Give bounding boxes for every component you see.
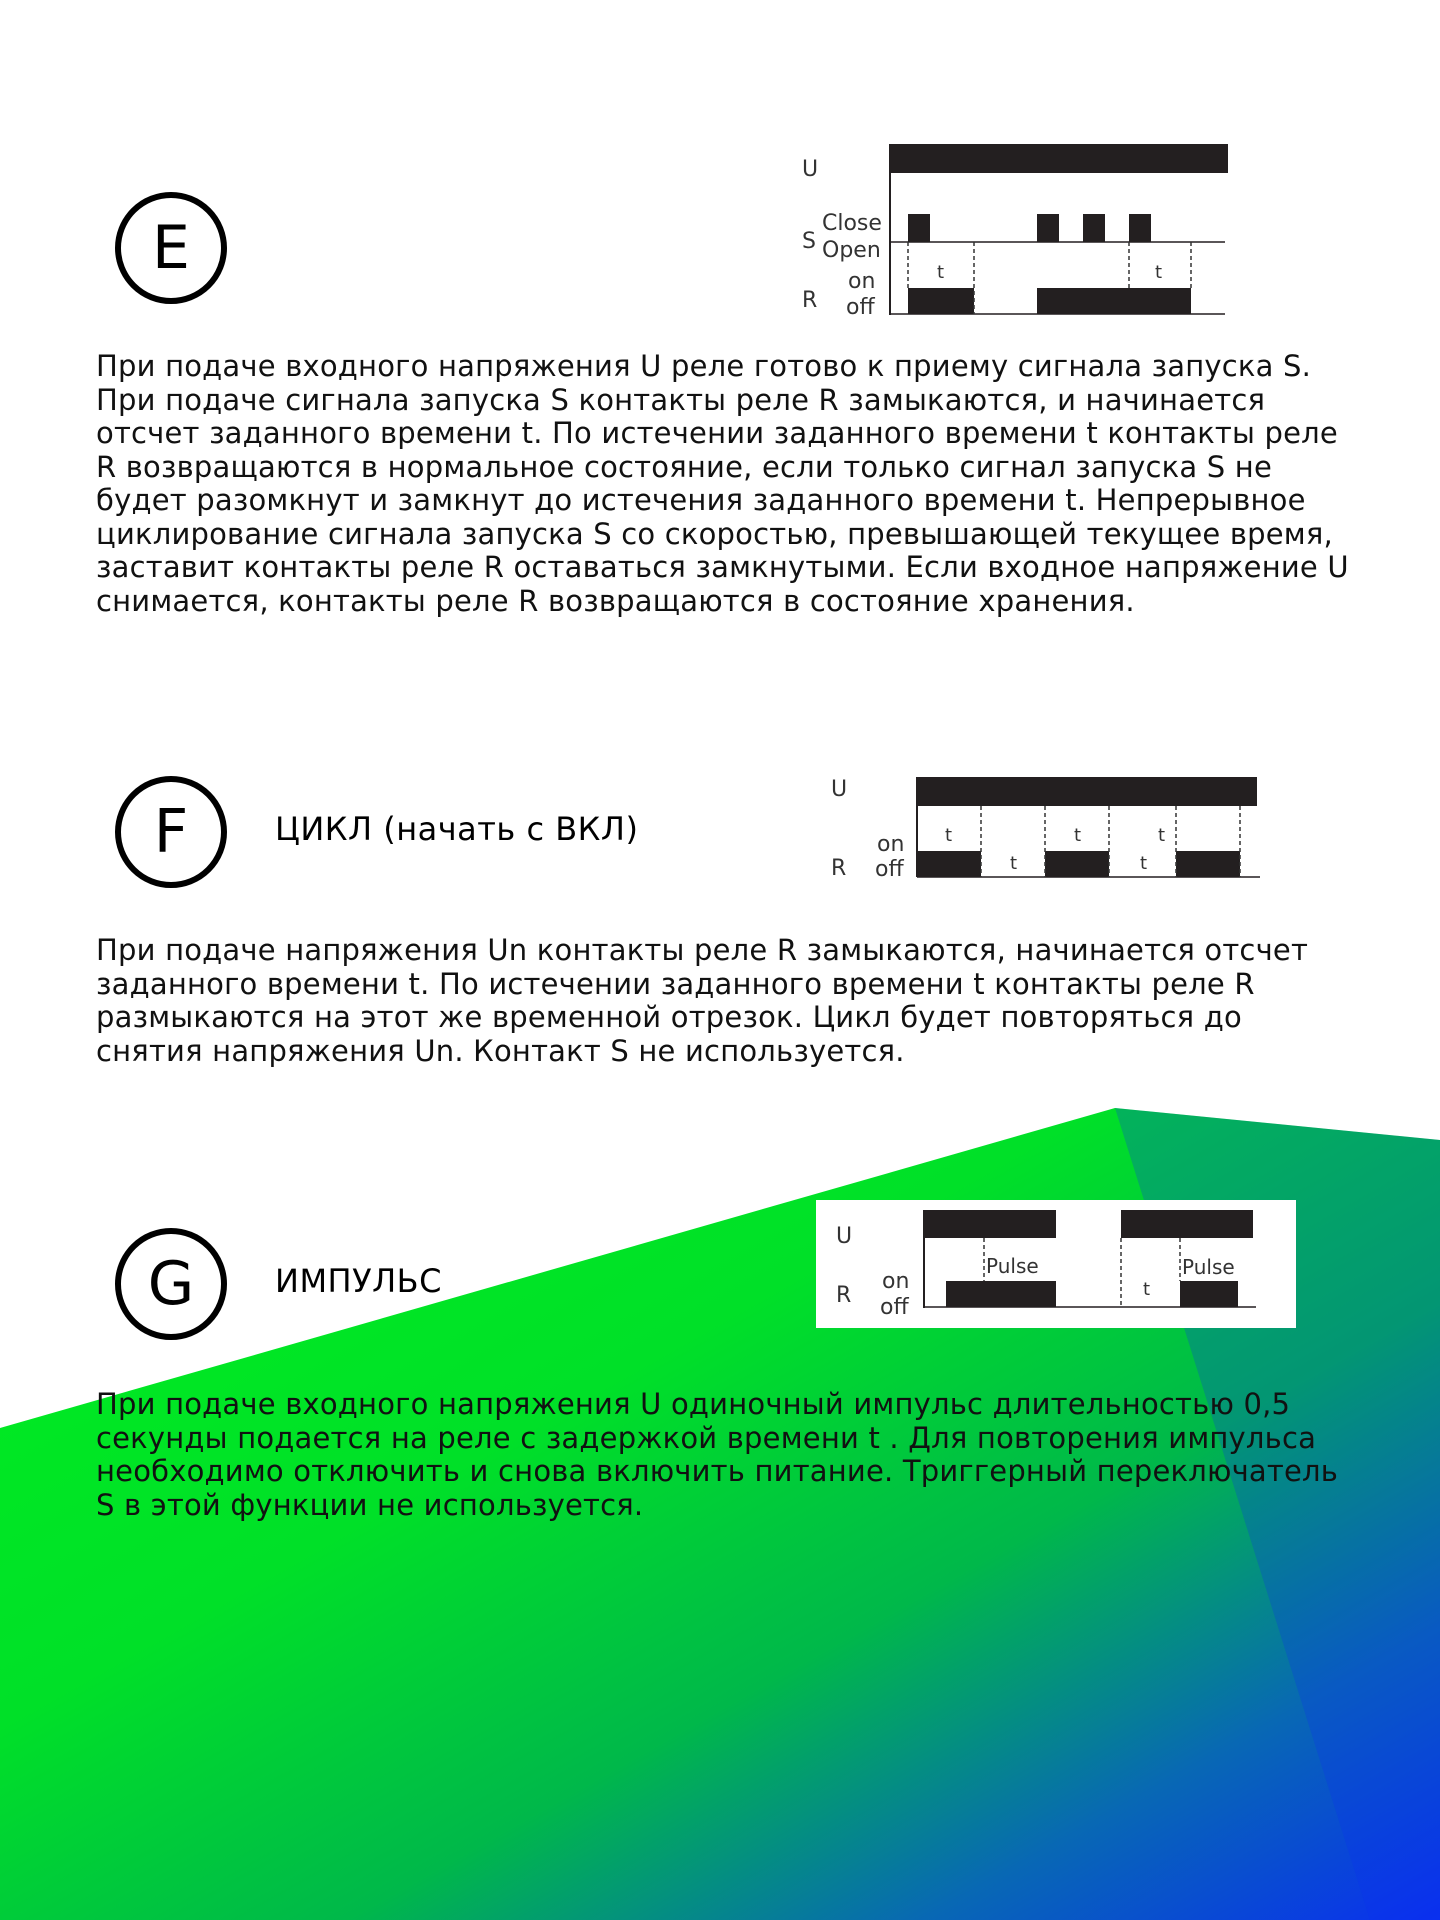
diagram-off-label: off [875, 857, 904, 882]
diagram-on-label: on [877, 832, 905, 857]
mode-f-badge: F [115, 776, 227, 888]
diagram-t-label: t [945, 825, 953, 846]
diagram-close-label: Close [822, 211, 882, 236]
diagram-s-pulse [908, 214, 930, 242]
mode-g-badge: G [115, 1228, 227, 1340]
diagram-s-pulse [1129, 214, 1151, 242]
diagram-t-label: t [1143, 1279, 1151, 1300]
diagram-u-bar [917, 777, 1257, 806]
diagram-off-label: off [846, 295, 875, 320]
diagram-r-on-block [1037, 288, 1191, 314]
diagram-r-on-block [1176, 851, 1240, 877]
diagram-t-label: t [1074, 825, 1082, 846]
mode-g-timing-diagram [816, 1200, 1296, 1328]
diagram-r-label: R [836, 1283, 852, 1308]
mode-e-badge: E [115, 192, 227, 304]
mode-f-description: При подаче напряжения Un контакты реле R замыкаются, начинается отсчет заданного времени t. По истечении заданного времени t контакты реле R размыкаются на этот же временной отрезок. Цикл будет повторяться до снятия напряжения Un. Контакт S не используется. [96, 933, 1309, 1068]
diagram-pulse-label: Pulse [1182, 1255, 1235, 1279]
diagram-s-pulse [1083, 214, 1105, 242]
diagram-t-label: t [1158, 825, 1166, 846]
diagram-u-label: U [831, 777, 848, 802]
diagram-r-on-block [1045, 851, 1109, 877]
diagram-on-label: on [848, 269, 876, 294]
mode-e-timing-diagram [790, 140, 1240, 325]
diagram-t-label: t [1140, 853, 1148, 874]
diagram-r-pulse-block [1180, 1281, 1238, 1307]
mode-g-title: ИМПУЛЬС [275, 1262, 442, 1300]
diagram-t-label: t [1010, 853, 1018, 874]
diagram-u-bar [890, 144, 1228, 173]
diagram-pulse-label: Pulse [986, 1254, 1039, 1278]
diagram-r-pulse-block [946, 1281, 1056, 1307]
diagram-on-label: on [882, 1269, 910, 1294]
diagram-t-label: t [1155, 262, 1163, 283]
mode-e-description: При подаче входного напряжения U реле готово к приему сигнала запуска S. При подаче сигнала запуска S контакты реле R замыкаются, и начинается отсчет заданного времени t. По истечении заданного времени t контакты реле R возвращаются в нормальное состояние, если только сигнал запуска S не будет разомкнут и замкнут до истечения заданного времени t. Непрерывное циклирование сигнала запуска S со скоростью, превышающей текущее время, заставит контакты реле R оставаться замкнутыми. Если входное напряжение U снимается, контакты реле R возвращаются в состояние хранения. [96, 349, 1349, 618]
diagram-s-pulse [1037, 214, 1059, 242]
diagram-open-label: Open [822, 238, 881, 263]
diagram-r-label: R [831, 856, 847, 881]
diagram-s-label: S [802, 229, 816, 254]
diagram-t-label: t [937, 262, 945, 283]
diagram-r-on-block [908, 288, 974, 314]
mode-g-description: При подаче входного напряжения U одиночный импульс длительностью 0,5 секунды подается на реле с задержкой времени t . Для повторения импульса необходимо отключить и снова включить питание. Триггерный переключатель S в этой функции не используется. [96, 1387, 1339, 1522]
mode-f-timing-diagram [825, 765, 1265, 885]
mode-f-title: ЦИКЛ (начать с ВКЛ) [275, 810, 639, 848]
diagram-u-bar [924, 1210, 1056, 1238]
diagram-u-label: U [802, 157, 819, 182]
diagram-u-label: U [836, 1224, 853, 1249]
diagram-u-bar [1121, 1210, 1253, 1238]
diagram-r-on-block [917, 851, 981, 877]
diagram-off-label: off [880, 1295, 909, 1320]
diagram-r-label: R [802, 288, 818, 313]
